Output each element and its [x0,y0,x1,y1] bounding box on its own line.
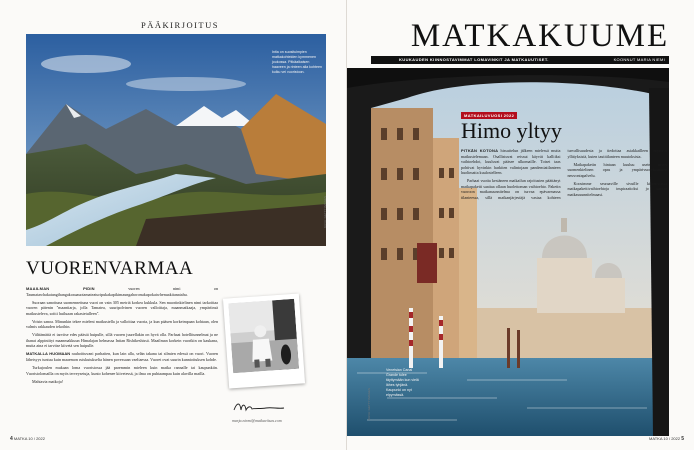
venice-photo-credit: KUVA: GETTY IMAGES [367,387,371,420]
lead-word: MAAILMAN PIDIN [26,286,95,291]
article-headline: Himo yltyy [461,118,562,143]
masthead-bar [371,56,669,64]
author-signature [232,400,302,414]
paragraph: Mahtavia matkoja! [32,378,64,384]
folio-left [10,436,45,442]
page-number: 5 [681,436,684,442]
paragraph: Matkapaketin hintaan kuuluu usein myös suomenkielinen opas ja ympärivuorokautinen neuvontapalvelu. [567,161,667,178]
lead-word: PITKÄN KOTONA [461,148,499,153]
tagline: KUUKAUDEN KIINNOSTAVIMMAT LOMAVINKIT JA MATKAUUTISET. [399,57,549,62]
paragraph: Voisin sanoa. Minunkin tekee mieleni matkustella ja valloittaa vuoria, ja kun pääsen korkeimpaan kohtaan, olen valmis rakkauden tekoihin. [26,318,218,330]
paragraph: Parhaat vuotta kestäneen matkailun rajoitusten päättänyt matkapaketti saattaa ollaan huolettoman vaihtoehto. Paketin vuoroon matkasuunnitelma on turvaa epävarmassa tilanteessa, sillä matkanjärjestäjä vastaa kohteen turvallisuudesta ja tiedottaa asiakkailleen nopeasti yllätyksistä, kuten tautitilanteen muutoksista. [461,148,667,200]
issue-label: MATKA 10 / 2022 [13,436,45,441]
paragraph: Koosimme seuraaville sivuille kiinnostavia matkapakettivaihtoehtoja inspiraatioksi jo omaan matkasuunnitelmaasi. [567,180,667,197]
mountain-photo-caption: Intia on suosituimpien matkakohteiden kymmenen joukossa. Pitkäaikaisen haaveen ja rinteen alla kohteen kulku vei vuoristoon. [272,50,322,74]
kicker-badge: MATKAILUVUOSI 2022 [461,112,517,119]
section-label: PÄÄKIRJOITUS [141,20,219,30]
editorial-body [26,286,218,387]
masthead: MATKAKUUME [410,18,670,54]
paragraph: PITKÄN KOTONA hissuttelun jälkeen mielessä mutta matkustelemaan. Osallistuvat reissut käyvät kalliiksi vaihtoehdot, kuuluvat pääsee ulkomaille. Toiset taas pohtivat hyvinkin harkiten valintojaan pandemiatilanteen huolimatta kuulostelleen. [461,148,561,176]
paragraph: Turkujoulen mukaan loma vuoristossa jää paremmin mieleen kuin matka rannalle tai kaupunkiin. Vuoristolomailla on myös terveysetuja, kunto kohenee kiivetessä, ja ilma on puhtaampaa kuin alavilla mailla. [26,365,218,376]
paragraph: Suoraan sanottuna suomennettuna vuori on vain 305 metriä korkea kukkula. Sen maoriinkielinen nimi tarkoittaa vuoren pätenin "maantiarja, jolla Tamatea, suuripolvinen vuoren valloittaja, maanmatkaaja, ympäriinsä matkusteleva, soitti huiluaan rakastetulleen". [26,299,218,316]
issue-label: MATKA 10 / 2022 [649,436,681,441]
paragraph: MAAILMAN PIDIN vuoren nimi on Taumatawhakatangihangakoauauotamateaturipukakapikimaungahoronukupokaiwhenuakitanatahu. [26,286,218,297]
mountain-photo-credit: KUVA: GETTY IMAGES [323,195,327,228]
paragraph: Välttämättä ei tarvitse edes päästä huipulle, sillä vuoren juurellakin on hyvä olla. Parhaat hotellitunnelmat ja ne ihanat alppiniityt maanmakkuun Himalajan helmassa Intian Rishikeshissä. Maailman korkein vuorikin on kaukana, mutta aina ei tarvitse kiivetä sen huipulle. [26,332,218,349]
childhood-photo-image [228,299,299,373]
venice-photo-caption: Venetsian Canal Grande tulee täyttymään kun vielä lähes tyhjänä. Kaupunki on nyt elpymässä. [386,368,419,397]
folio-right [649,436,684,442]
page-number: 4 [10,436,13,442]
compiled-by: KOONNUT MARIA NIEMI [613,57,665,62]
editorial-headline: VUORENVARMAA [26,258,194,279]
paragraph: MATKALLA HUOMAAN rauhoittuvani parhaiten, kun lain alla, selän takana tai silmien edessä on vuori. Vuoren läheisyys tuntuu kuin maaemon ruiskutukselta hänen povessaan vaeltaessa. Vuoret ovat suurin kunnioituksen kohde. [26,351,218,363]
author-email: marja.niemi@matkaviisas.com [232,418,282,423]
subhead: MATKALLA HUOMAAN [26,351,71,357]
childhood-photo [223,293,305,388]
article-body [461,148,667,200]
